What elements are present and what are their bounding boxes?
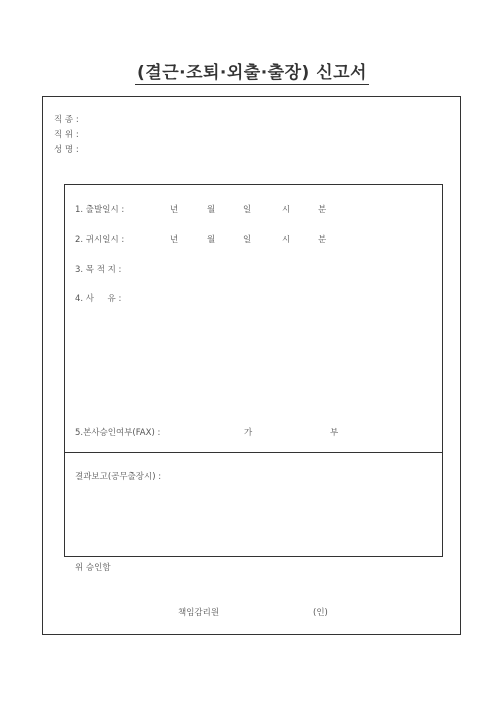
- approval-yes: 가: [244, 428, 253, 438]
- departure-year-unit: 년: [170, 205, 179, 215]
- approval-label: 5.본사승인여부(FAX) :: [75, 428, 161, 438]
- departure-month-unit: 월: [207, 205, 216, 215]
- job-type-label: 직 종 :: [54, 115, 79, 125]
- form-title-text: (결근·조퇴·외출·출장) 신고서: [137, 63, 367, 83]
- departure-day-unit: 일: [243, 205, 252, 215]
- form-title: [0, 58, 504, 83]
- return-minute-unit: 분: [318, 235, 327, 245]
- departure-hour-unit: 시: [282, 205, 291, 215]
- return-day-unit: 일: [243, 235, 252, 245]
- return-label: 2. 귀시일시 :: [75, 235, 125, 245]
- details-divider: [64, 452, 443, 453]
- departure-label: 1. 출발일시 :: [75, 205, 125, 215]
- position-label: 직 위 :: [54, 130, 79, 140]
- destination-label: 3. 목 적 지 :: [75, 265, 122, 275]
- return-year-unit: 년: [170, 235, 179, 245]
- reason-label: 4. 사 유 :: [75, 294, 122, 304]
- return-month-unit: 월: [207, 235, 216, 245]
- return-hour-unit: 시: [282, 235, 291, 245]
- result-report-label: 결과보고(공무출장시) :: [75, 472, 162, 482]
- departure-minute-unit: 분: [318, 205, 327, 215]
- name-label: 성 명 :: [54, 145, 79, 155]
- signer-seal: (인): [313, 608, 328, 618]
- signer-label: 책임감리원: [178, 608, 220, 618]
- approval-statement: 위 승인함: [75, 563, 111, 573]
- approval-no: 부: [330, 428, 339, 438]
